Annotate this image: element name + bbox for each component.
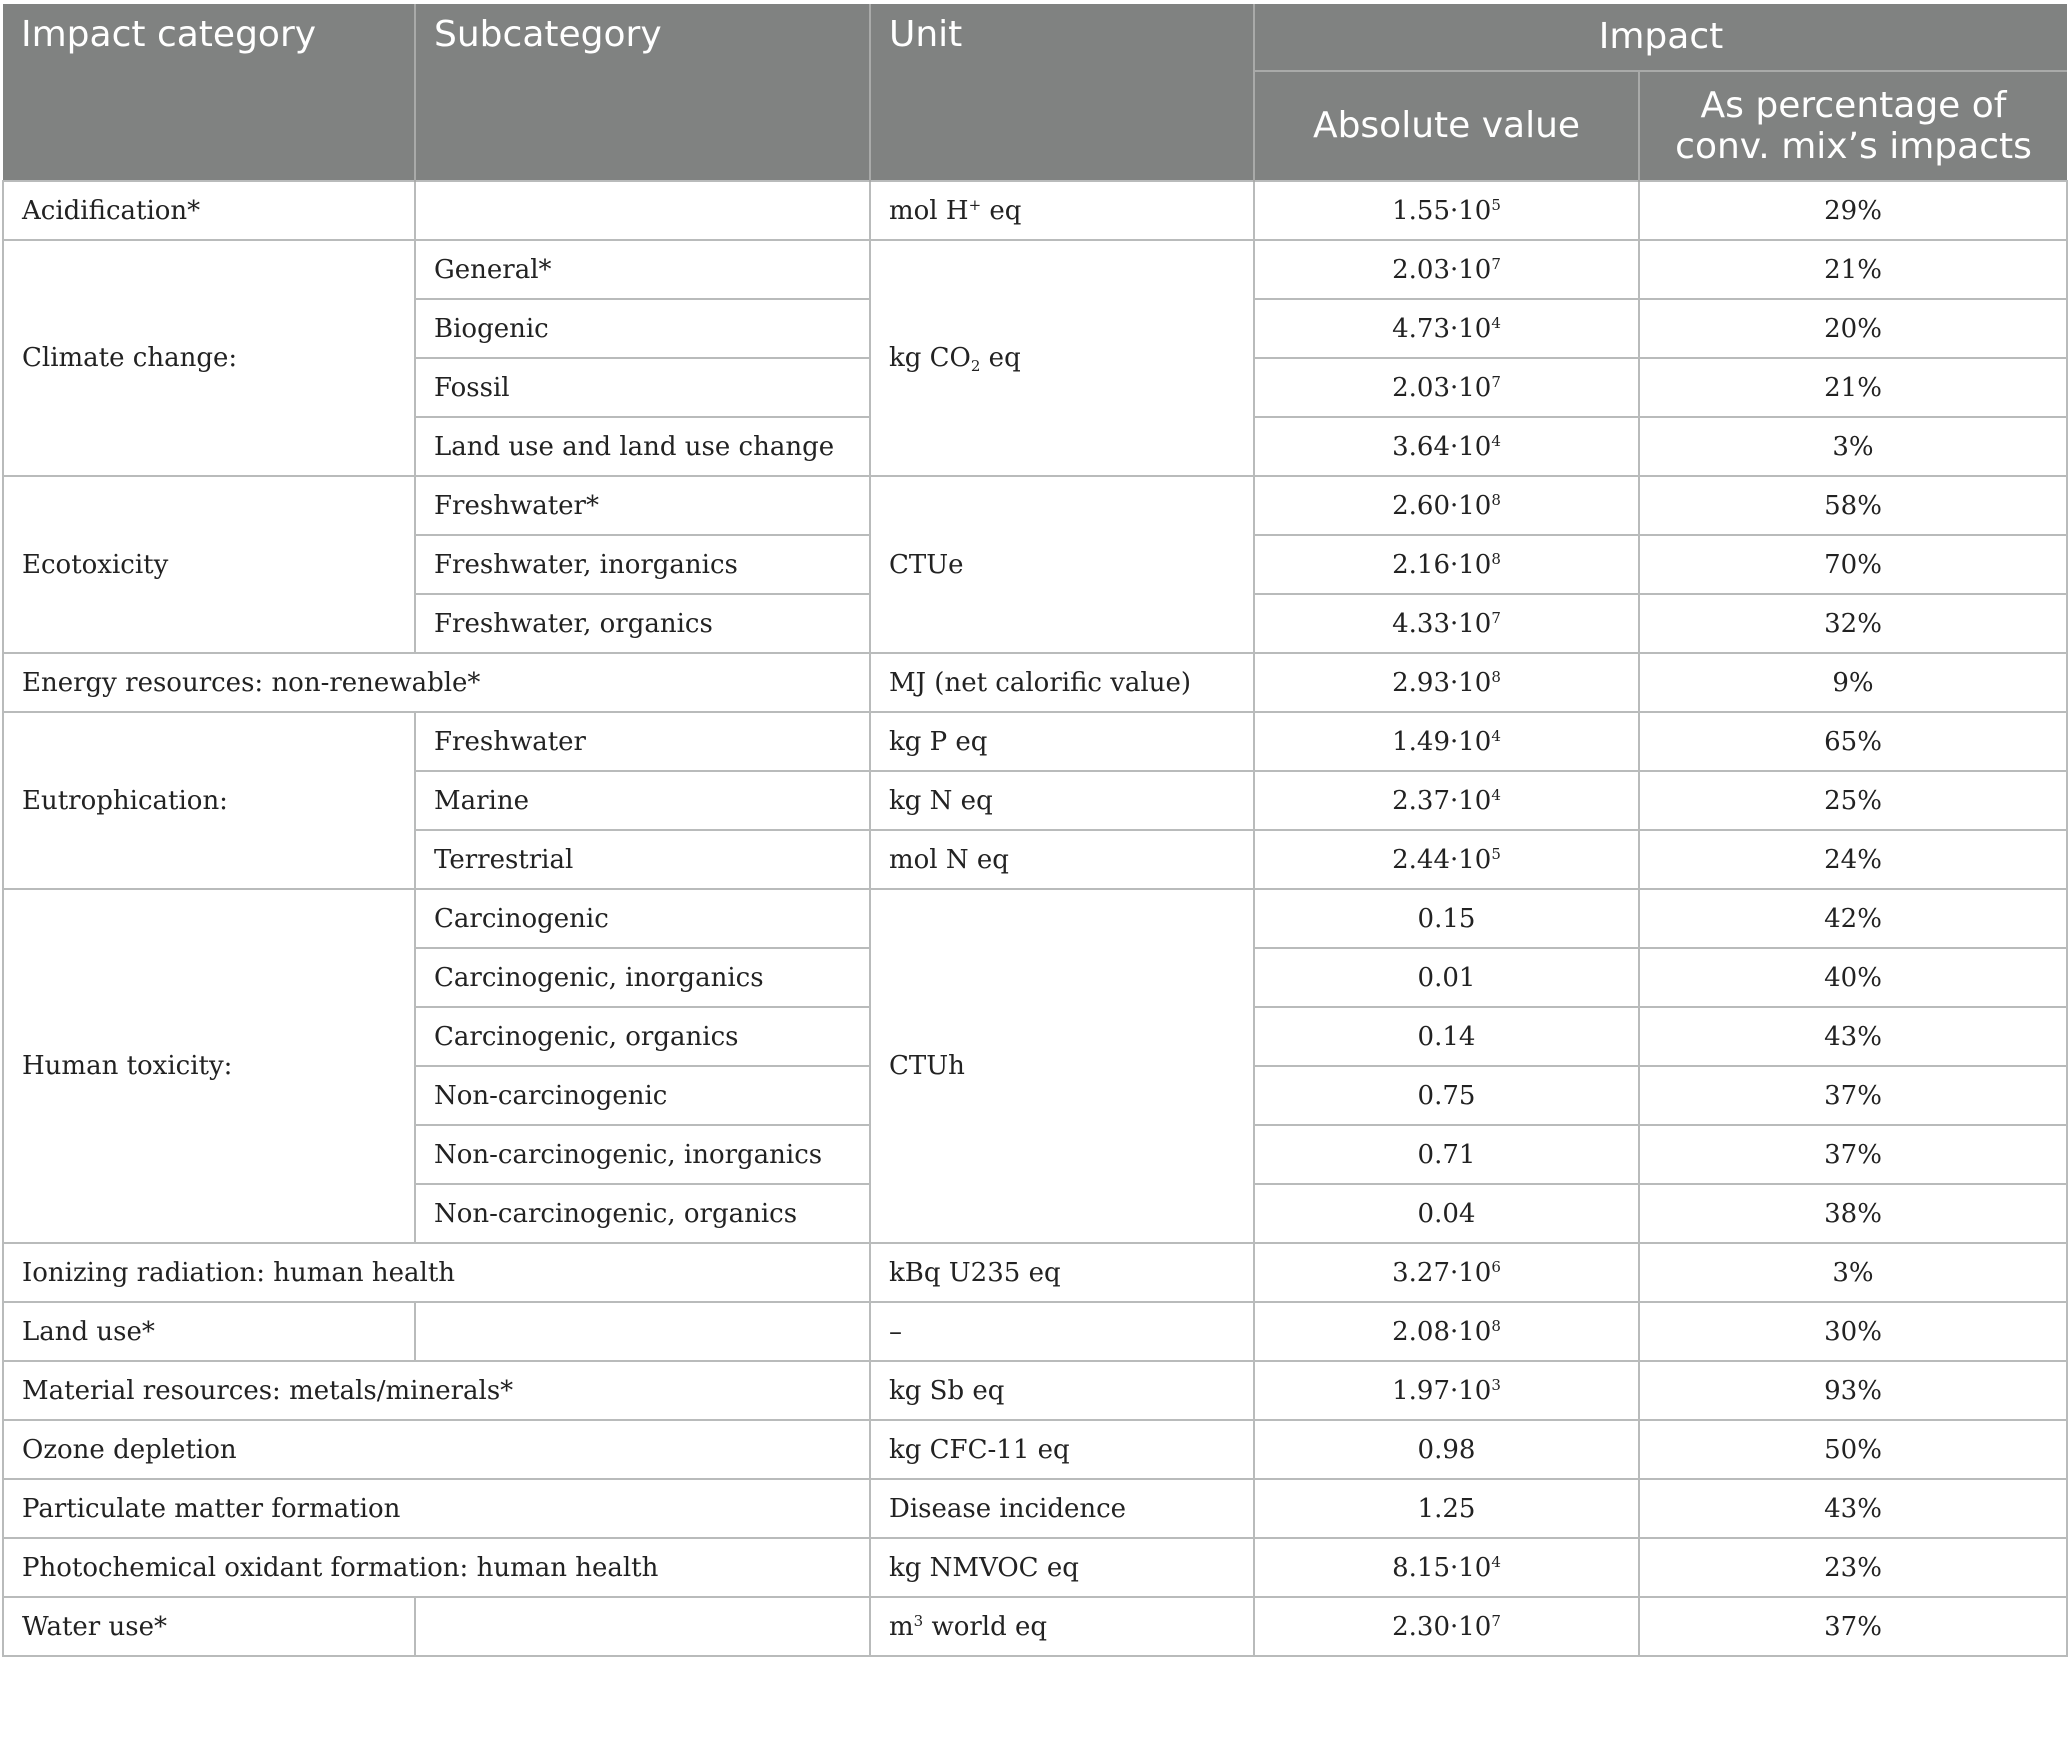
table-row (3, 1538, 2067, 1597)
header-subcategory: Subcategory (415, 4, 870, 181)
subcategory-cell: Biogenic (415, 299, 870, 358)
table-row (3, 476, 2067, 535)
value-exponent: 6 (1491, 1257, 1501, 1276)
percentage-cell: 3% (1639, 1243, 2067, 1302)
value-mantissa: 2.16·10 (1392, 549, 1492, 580)
absolute-value-cell (1254, 535, 1639, 594)
header-impact-category: Impact category (3, 4, 415, 181)
percentage-cell: 37% (1639, 1597, 2067, 1656)
unit-sup: 3 (913, 1611, 924, 1630)
unit-sup: + (968, 195, 982, 214)
percentage-cell: 24% (1639, 830, 2067, 889)
absolute-value-cell: 0.98 (1254, 1420, 1639, 1479)
percentage-cell: 42% (1639, 889, 2067, 948)
value-exponent: 5 (1491, 195, 1501, 214)
table-row (3, 1243, 2067, 1302)
subcategory-cell: Carcinogenic (415, 889, 870, 948)
value-exponent: 8 (1491, 1316, 1501, 1335)
absolute-value-cell (1254, 1243, 1639, 1302)
value-mantissa: 2.08·10 (1392, 1316, 1492, 1347)
table-row (3, 181, 2067, 240)
subcategory-cell: Carcinogenic, organics (415, 1007, 870, 1066)
unit-text: world eq (923, 1611, 1048, 1642)
unit-cell: CTUh (870, 889, 1254, 1243)
absolute-value-cell (1254, 358, 1639, 417)
unit-cell: – (870, 1302, 1254, 1361)
value-mantissa: 1.97·10 (1392, 1375, 1492, 1406)
absolute-value-cell: 0.01 (1254, 948, 1639, 1007)
unit-text: m (889, 1611, 914, 1642)
value-exponent: 5 (1491, 844, 1501, 863)
impact-table (2, 4, 2068, 1657)
value-exponent: 4 (1491, 726, 1501, 745)
absolute-value-cell (1254, 1538, 1639, 1597)
value-exponent: 3 (1491, 1375, 1501, 1394)
percentage-cell: 38% (1639, 1184, 2067, 1243)
percentage-cell: 37% (1639, 1066, 2067, 1125)
header-absolute-value: Absolute value (1254, 71, 1639, 181)
subcategory-cell: Fossil (415, 358, 870, 417)
category-cell: Acidification* (3, 181, 415, 240)
percentage-cell: 29% (1639, 181, 2067, 240)
category-cell: Material resources: metals/minerals* (3, 1361, 870, 1420)
value-exponent: 4 (1491, 1552, 1501, 1571)
value-mantissa: 4.73·10 (1392, 313, 1492, 344)
value-exponent: 4 (1491, 431, 1501, 450)
category-cell: Ionizing radiation: human health (3, 1243, 870, 1302)
percentage-cell: 30% (1639, 1302, 2067, 1361)
absolute-value-cell: 0.15 (1254, 889, 1639, 948)
absolute-value-cell (1254, 181, 1639, 240)
absolute-value-cell: 0.04 (1254, 1184, 1639, 1243)
category-cell: Land use* (3, 1302, 415, 1361)
table-row (3, 653, 2067, 712)
value-mantissa: 3.27·10 (1392, 1257, 1492, 1288)
value-exponent: 4 (1491, 785, 1501, 804)
unit-cell: kg CFC-11 eq (870, 1420, 1254, 1479)
table-row (3, 240, 2067, 299)
value-mantissa: 2.03·10 (1392, 372, 1492, 403)
table-row (3, 889, 2067, 948)
value-mantissa: 2.03·10 (1392, 254, 1492, 285)
table-row (3, 1420, 2067, 1479)
subcategory-cell: Terrestrial (415, 830, 870, 889)
value-exponent: 7 (1491, 1611, 1501, 1630)
unit-text: eq (981, 195, 1022, 226)
absolute-value-cell: 0.71 (1254, 1125, 1639, 1184)
absolute-value-cell (1254, 1597, 1639, 1656)
unit-cell: CTUe (870, 476, 1254, 653)
absolute-value-cell (1254, 476, 1639, 535)
value-mantissa: 8.15·10 (1392, 1552, 1492, 1583)
absolute-value-cell (1254, 712, 1639, 771)
category-cell: Particulate matter formation (3, 1479, 870, 1538)
absolute-value-cell (1254, 830, 1639, 889)
table-row (3, 712, 2067, 771)
value-mantissa: 1.49·10 (1392, 726, 1492, 757)
subcategory-cell (415, 1302, 870, 1361)
subcategory-cell: Freshwater (415, 712, 870, 771)
unit-cell (870, 240, 1254, 476)
value-mantissa: 2.37·10 (1392, 785, 1492, 816)
unit-cell (870, 1597, 1254, 1656)
absolute-value-cell: 0.75 (1254, 1066, 1639, 1125)
category-cell: Climate change: (3, 240, 415, 476)
percentage-cell: 40% (1639, 948, 2067, 1007)
subcategory-cell: General* (415, 240, 870, 299)
value-mantissa: 2.93·10 (1392, 667, 1492, 698)
percentage-cell: 21% (1639, 358, 2067, 417)
value-mantissa: 2.30·10 (1392, 1611, 1492, 1642)
absolute-value-cell (1254, 240, 1639, 299)
percentage-cell: 32% (1639, 594, 2067, 653)
percentage-cell: 20% (1639, 299, 2067, 358)
value-mantissa: 4.33·10 (1392, 608, 1492, 639)
unit-cell: kBq U235 eq (870, 1243, 1254, 1302)
value-exponent: 8 (1491, 490, 1501, 509)
unit-cell: Disease incidence (870, 1479, 1254, 1538)
subcategory-cell (415, 1597, 870, 1656)
subcategory-cell: Non-carcinogenic (415, 1066, 870, 1125)
value-mantissa: 2.44·10 (1392, 844, 1492, 875)
table-row (3, 1361, 2067, 1420)
header-percentage-line1: As percentage of (1700, 84, 2007, 126)
percentage-cell: 43% (1639, 1479, 2067, 1538)
absolute-value-cell (1254, 1302, 1639, 1361)
subcategory-cell: Freshwater, organics (415, 594, 870, 653)
value-exponent: 8 (1491, 667, 1501, 686)
subcategory-cell: Non-carcinogenic, organics (415, 1184, 870, 1243)
header-unit: Unit (870, 4, 1254, 181)
value-mantissa: 3.64·10 (1392, 431, 1492, 462)
table-row (3, 1302, 2067, 1361)
subcategory-cell: Freshwater* (415, 476, 870, 535)
value-exponent: 7 (1491, 254, 1501, 273)
percentage-cell: 37% (1639, 1125, 2067, 1184)
unit-cell: kg N eq (870, 771, 1254, 830)
percentage-cell: 21% (1639, 240, 2067, 299)
category-cell: Ecotoxicity (3, 476, 415, 653)
unit-text: mol H (889, 195, 969, 226)
category-cell: Eutrophication: (3, 712, 415, 889)
percentage-cell: 25% (1639, 771, 2067, 830)
percentage-cell: 43% (1639, 1007, 2067, 1066)
percentage-cell: 58% (1639, 476, 2067, 535)
percentage-cell: 23% (1639, 1538, 2067, 1597)
unit-cell (870, 181, 1254, 240)
percentage-cell: 65% (1639, 712, 2067, 771)
value-mantissa: 1.55·10 (1392, 195, 1492, 226)
subcategory-cell: Freshwater, inorganics (415, 535, 870, 594)
category-cell: Ozone depletion (3, 1420, 870, 1479)
subcategory-cell: Marine (415, 771, 870, 830)
percentage-cell: 70% (1639, 535, 2067, 594)
value-exponent: 8 (1491, 549, 1501, 568)
category-cell: Human toxicity: (3, 889, 415, 1243)
unit-cell: mol N eq (870, 830, 1254, 889)
unit-text: eq (980, 343, 1021, 373)
absolute-value-cell (1254, 417, 1639, 476)
table-row (3, 1479, 2067, 1538)
percentage-cell: 50% (1639, 1420, 2067, 1479)
unit-cell: MJ (net calorific value) (870, 653, 1254, 712)
absolute-value-cell (1254, 594, 1639, 653)
header-impact: Impact (1254, 4, 2067, 71)
unit-cell: kg NMVOC eq (870, 1538, 1254, 1597)
header-percentage-line2: conv. mix’s impacts (1675, 126, 2032, 167)
absolute-value-cell (1254, 771, 1639, 830)
subcategory-cell (415, 181, 870, 240)
unit-sub: 2 (970, 357, 981, 375)
percentage-cell: 3% (1639, 417, 2067, 476)
category-cell: Water use* (3, 1597, 415, 1656)
subcategory-cell: Land use and land use change (415, 417, 870, 476)
percentage-cell: 9% (1639, 653, 2067, 712)
unit-cell: kg P eq (870, 712, 1254, 771)
category-cell: Energy resources: non-renewable* (3, 653, 870, 712)
value-mantissa: 2.60·10 (1392, 490, 1492, 521)
value-exponent: 7 (1491, 372, 1501, 391)
table-header (3, 4, 2067, 181)
unit-cell: kg Sb eq (870, 1361, 1254, 1420)
subcategory-cell: Non-carcinogenic, inorganics (415, 1125, 870, 1184)
value-exponent: 7 (1491, 608, 1501, 627)
header-percentage (1639, 71, 2067, 181)
subcategory-cell: Carcinogenic, inorganics (415, 948, 870, 1007)
absolute-value-cell (1254, 299, 1639, 358)
absolute-value-cell (1254, 1361, 1639, 1420)
absolute-value-cell (1254, 653, 1639, 712)
absolute-value-cell: 0.14 (1254, 1007, 1639, 1066)
category-cell: Photochemical oxidant formation: human health (3, 1538, 870, 1597)
absolute-value-cell: 1.25 (1254, 1479, 1639, 1538)
table-row (3, 1597, 2067, 1656)
value-exponent: 4 (1491, 313, 1501, 332)
percentage-cell: 93% (1639, 1361, 2067, 1420)
unit-text: kg CO (889, 343, 971, 373)
